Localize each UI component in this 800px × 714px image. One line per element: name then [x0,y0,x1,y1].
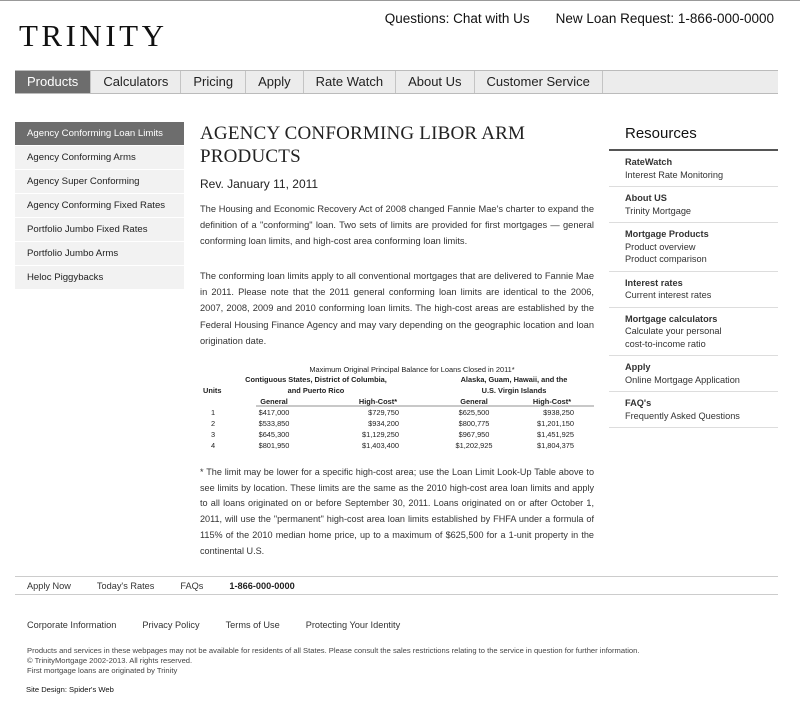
table-cell: $800,775 [458,419,490,428]
sidebar-item-portfolio-jumbo-arms[interactable]: Portfolio Jumbo Arms [15,242,184,266]
resource-heading-link[interactable]: FAQ's [625,398,652,408]
resource-heading-link[interactable]: About US [625,193,667,203]
units-header: Units [203,386,222,395]
table-rows [211,408,574,450]
resource-item [609,392,778,428]
nav-item-products[interactable]: Products [15,71,91,93]
site-design-credit[interactable]: Site Design: Spider's Web [26,685,114,694]
sidebar-item-agency-conforming-fixed-rates[interactable]: Agency Conforming Fixed Rates [15,194,184,218]
table-cell: $645,300 [258,430,290,439]
page-title [200,122,594,168]
logo[interactable]: TRINITY [19,18,168,53]
resource-heading-link[interactable]: Interest rates [625,277,683,288]
intro-paragraph: The Housing and Economic Recovery Act of 2008 changed Fannie Mae's charter to expand the definition of a "conforming" loan. Two sets of limits are provided for first mortgages — general conforming loan limits, and high-cost area conforming loan limits. [200,204,594,247]
sub-highcost-1: High-Cost* [358,397,398,406]
resource-sub-link[interactable]: Current interest rates [625,290,712,300]
group2-header-line2: U.S. Virgin Islands [481,386,547,395]
sidebar-item-agency-super-conforming[interactable]: Agency Super Conforming [15,170,184,194]
resource-item [609,356,778,392]
table-grid [200,374,594,460]
group2-header-line1: Alaska, Guam, Hawaii, and the [460,375,568,384]
sidebar [15,122,184,290]
table-cell: $938,250 [543,408,574,417]
resource-heading-link[interactable]: Mortgage calculators [625,313,718,324]
table-cell: $1,451,925 [537,430,574,439]
footer-privacy-policy-link[interactable]: Privacy Policy [142,620,200,630]
resource-sub-link[interactable]: Calculate your personal [625,326,722,336]
new-loan-phone-link[interactable]: New Loan Request: 1-866-000-0000 [555,11,774,26]
resources-panel [609,122,778,428]
footnote-paragraph: * The limit may be lower for a specific high-cost area; use the Loan Limit Look-Up Table above to see limits by location. These limits are the same as the 2010 high-cost area loan limits and apply to all loans originated on or before September 30, 2011. Loans originated on or after October 1, 2011, will use the "permanent" high-cost area loan limits established by FHFA under a formula of 115% of the 2010 median home price, up to a maximum of $625,500 for a 1-unit property in the continental U.S. [200,467,594,556]
table-cell: 4 [210,441,216,450]
group1-header-line1: Contiguous States, District of Columbia, [245,375,387,384]
resource-item [609,223,778,272]
resource-heading-link[interactable]: RateWatch [625,157,673,167]
footer-corporate-info-link[interactable]: Corporate Information [27,620,117,630]
table-cell: $801,950 [258,441,290,450]
footer-faqs-link[interactable]: FAQs [180,580,204,591]
nav-item-pricing[interactable]: Pricing [181,71,246,93]
table-cell: $934,200 [368,419,399,428]
resource-sub-link[interactable]: Frequently Asked Questions [625,410,740,421]
group1-header-line2: and Puerto Rico [287,386,345,395]
revision-date: Rev. January 11, 2011 [200,177,319,191]
disclaimer [27,646,639,676]
footer-identity-link[interactable]: Protecting Your Identity [305,620,401,630]
resource-heading-link[interactable]: Mortgage Products [625,229,709,239]
table-caption: Maximum Original Principal Balance for Loans Closed in 2011* [309,365,515,374]
footer-links-primary [15,576,778,595]
page-title-line-1: AGENCY CONFORMING LIBOR ARM [200,123,526,144]
table-cell: $729,750 [368,408,399,417]
sidebar-item-portfolio-jumbo-fixed-rates[interactable]: Portfolio Jumbo Fixed Rates [15,218,184,242]
resource-sub-link[interactable]: Trinity Mortgage [625,205,692,216]
resource-sub-link[interactable]: Interest Rate Monitoring [625,169,724,180]
resource-sub-link[interactable]: Product comparison [625,254,707,264]
copyright: © TrinityMortgage 2002-2013. All rights reserved. [27,656,193,665]
nav-item-apply[interactable]: Apply [246,71,304,93]
loan-limit-table [200,365,594,460]
table-cell: 1 [210,408,216,417]
sub-general-2: General [460,397,488,406]
limits-paragraph: The conforming loan limits apply to all conventional mortgages that are delivered to Fannie Mae in 2011. Please note that the 2011 general conforming loan limits are identical to the 2006, 2007, 2008, 2009 and 2010 conforming loan limits. The high-cost areas are established by the Federal Housing Finance Agency and may vary depending on the geographic location and loan origination date. [200,271,594,346]
header-links [385,11,774,26]
originator-note: First mortgage loans are originated by Trinity [27,666,178,675]
table-cell: $1,202,925 [455,441,493,450]
footer-apply-now-link[interactable]: Apply Now [27,580,71,591]
table-cell: $417,000 [258,408,290,417]
table-cell: 2 [210,419,216,428]
table-cell: $625,500 [458,408,490,417]
resource-heading-link[interactable]: Apply [625,362,651,372]
sidebar-item-agency-conforming-arms[interactable]: Agency Conforming Arms [15,146,184,170]
sub-general-1: General [260,397,288,406]
page-title-line-2: PRODUCTS [200,146,301,167]
resources-title: Resources [609,122,778,151]
table-cell: $1,804,375 [537,441,574,450]
table-cell: $967,950 [458,430,490,439]
sub-highcost-2: High-Cost* [532,397,572,406]
nav-item-rate-watch[interactable]: Rate Watch [304,71,396,93]
table-cell: $533,850 [258,419,290,428]
chat-link[interactable]: Questions: Chat with Us [384,11,530,26]
footer-terms-link[interactable]: Terms of Use [225,620,280,630]
main-content [200,122,594,349]
resource-sub-link[interactable]: Online Mortgage Application [625,374,740,385]
resource-item [609,272,778,308]
disclaimer-availability: Products and services in these webpages may not be available for residents of all States. Please consult the sales restrictions relating to the service in question for further information. [27,646,640,655]
footer-phone: 1-866-000-0000 [229,580,295,591]
resource-item [609,187,778,223]
resource-item [609,308,778,357]
resource-item [609,151,778,187]
resource-sub-link[interactable]: Product overview [625,241,696,252]
top-border [0,0,800,1]
nav-item-about-us[interactable]: About Us [396,71,474,93]
sidebar-item-agency-conforming-loan-limits[interactable]: Agency Conforming Loan Limits [15,122,184,146]
resource-sub-link[interactable]: cost-to-income ratio [625,338,706,349]
footer-todays-rates-link[interactable]: Today's Rates [96,580,155,591]
table-cell: $1,403,400 [362,441,399,450]
table-cell: $1,129,250 [362,430,399,439]
table-cell: $1,201,150 [537,419,574,428]
nav-item-calculators[interactable]: Calculators [91,71,181,93]
resources-list [609,151,778,428]
table-cell: 3 [210,430,216,439]
footer-links-secondary [27,620,400,630]
nav-item-customer-service[interactable]: Customer Service [475,71,603,93]
sidebar-item-heloc-piggybacks[interactable]: Heloc Piggybacks [15,266,184,290]
main-nav [15,70,778,94]
